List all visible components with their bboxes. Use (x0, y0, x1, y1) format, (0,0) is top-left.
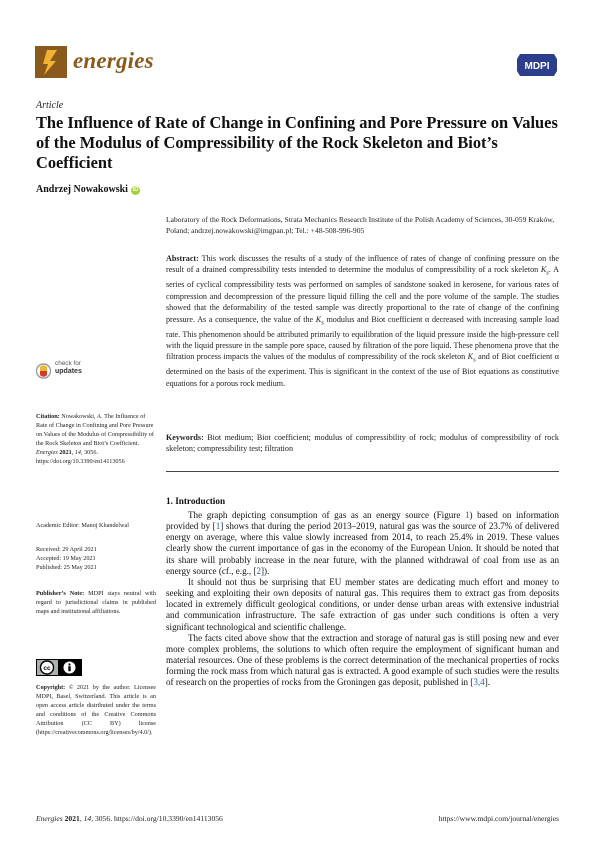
paragraph: The graph depicting consumption of gas as an energy source (Figure 1) based on information provided by [1] shows that during the period 2013–2019, natural gas was the source of 23.7% of delivered energy on average, where this value slowly increased from 2014, to reach 25.4% in 2019. These values clearly show the current importance of gas in the economy of the European Union. It should be noted that its share will probably increase in the near future, with the planned withdrawal of coal from use as an energy source (cf., e.g., [2]). (166, 510, 559, 576)
publication-dates (36, 545, 156, 572)
journal-url-link[interactable]: https://www.mdpi.com/journal/energies (438, 814, 559, 823)
svg-text:MDPI: MDPI (524, 61, 550, 72)
paragraph: It should not thus be surprising that EU member states are dedicating much effort and money to seeking and exploiting their own deposits of natural gas. This requires them to extract gas from deposits located in extremely difficult geological conditions, or under dense urban areas with extensive industrial and communication infrastructure. The safe extraction of gas under such conditions is often a very significant technological and scientific challenge. (166, 576, 559, 632)
citation-link[interactable]: 3,4 (473, 677, 485, 688)
check-updates-icon (36, 362, 51, 380)
abstract: Abstract: This work discusses the results of a study of the influence of rates of change of confining pressure on the result of a drained compressibility tests intended to determine the modulus of compressibility of a rock skeleton $K_s$. A series of cyclical compressibility tests was performed on samples of sandstone soaked in kerosene, for various rates of compression and decompression of the pressure liquid filling the cell and the pore volume of the sample. The studies showed that the deformability of the tested sample was directly proportional to the rate of change of the confining pressure. As a consequence, the value of the $K_s$ modulus and Biot coefficient α decreased with increasing sample load rate. This phenomenon should be attributed primarily to equilibration of the liquid pressure inside the high-pressure cell with the liquid pressure in the sample pore space, caused by filtration of the pore liquid. These phenomena prove that the filtration process impacts the values of the modulus of compressibility of the rock skeleton $K_s$ and of Biot coefficient α determined on the basis of the experiment. This is significant in the context of the use of Biot equations as constitutive equations for a porous rock medium. (166, 254, 559, 388)
publisher-note: Publisher’s Note: MDPI stays neutral with regard to jurisdictional claims in published maps and institutional affiliations. (36, 590, 156, 616)
introduction-body (166, 510, 559, 689)
citation-link[interactable]: 2 (256, 565, 262, 576)
accepted-date: Accepted: 19 May 2021 (36, 555, 96, 563)
affiliation: Laboratory of the Rock Deformations, Strata Mechanics Research Institute of the Polish Academy of Sciences, 30-059 Kraków, Poland; andrzej.nowakowski@imgpan.pl; Tel.: +48-508-996-905 (166, 215, 555, 235)
paragraph: The facts cited above show that the extraction and storage of natural gas is still posing new and ever more complex problems, the solutions to which often require the employment of significant human and material resources. One of these problems is the correct determination of the mechanical properties of rocks forming the rock mass from which natural gas is extracted. A good example of such studies were the results of research on the properties of rocks from the Groningen gas deposit, published in [3,4]. (166, 632, 559, 688)
author-line (36, 184, 140, 195)
section-heading-introduction: 1. Introduction (166, 496, 226, 506)
author-name: Andrzej Nowakowski (36, 184, 128, 195)
published-date: Published: 25 May 2021 (36, 564, 97, 572)
citation-link[interactable]: 1 (215, 521, 221, 532)
academic-editor: Academic Editor: Manoj Khandelwal (36, 522, 129, 529)
received-date: Received: 29 April 2021 (36, 546, 97, 553)
mdpi-logo-icon (517, 54, 557, 76)
doi-link[interactable]: , 3056. https://doi.org/10.3390/en14113056 (91, 814, 223, 823)
journal-name: energies (73, 48, 154, 73)
footer-citation: Energies 2021, 14, 3056. https://doi.org/10.3390/en14113056 (36, 814, 223, 823)
figure-reference-link[interactable]: 1 (464, 510, 470, 520)
section-divider (166, 471, 559, 472)
abstract-label: Abstract: (166, 254, 199, 263)
keywords-label: Keywords: (166, 433, 204, 442)
citation-block: Citation: Nowakowski, A. The Influence of Rate of Change in Confining and Pore Pressure on Values of the Modulus of Compressibility of the Rock Skeleton and Biot’s Coefficient. Energies 2021, 14, 3056. https://doi.org/10.3390/en14113056 (36, 413, 154, 466)
cc-by-license-icon[interactable] (36, 659, 82, 676)
article-type: Article (36, 100, 64, 111)
orcid-icon[interactable]: iD (132, 187, 139, 193)
journal-logo-icon (35, 46, 67, 78)
paper-title: The Influence of Rate of Change in Confining and Pore Pressure on Values of the Modulus of Compressibility of the Rock Skeleton and Biot’s Coefficient (36, 113, 558, 172)
copyright-notice: Copyright: © 2021 by the author. Licensee MDPI, Basel, Switzerland. This article is an open access article distributed under the terms and conditions of the Creative Commons Attribution (CC BY) license (https://creativecommons.org/licenses/by/4.0/). (36, 684, 156, 737)
svg-text:cc: cc (43, 665, 51, 672)
keywords: Keywords: Biot medium; Biot coefficient; modulus of compressibility of rock; modulus of compressibility of rock skeleton; compressibility test; filtration (166, 433, 559, 454)
check-for-updates-button[interactable]: check for updates (36, 360, 126, 400)
